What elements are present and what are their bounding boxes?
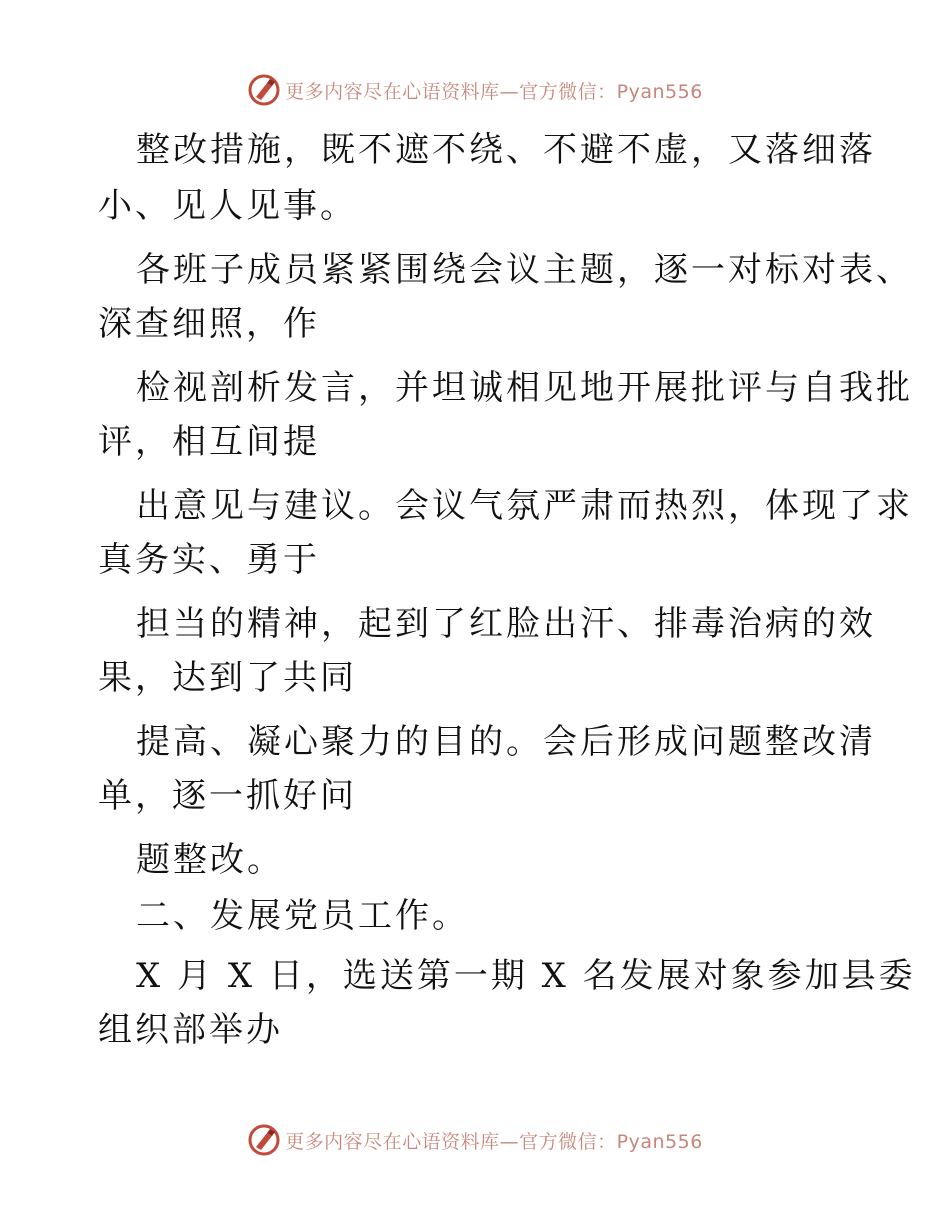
- paragraph-line: 担当的精神，起到了红脸出汗、排毒治病的效: [136, 604, 876, 644]
- paragraph-line: 各班子成员紧紧围绕会议主题，逐一对标对表、: [136, 250, 913, 290]
- paragraph-line: 题整改。: [136, 840, 284, 880]
- paragraph-line: X 月 X 日，选送第一期 X 名发展对象参加县委: [136, 956, 916, 996]
- paragraph-line: 单，逐一抓好问: [98, 776, 357, 816]
- section-heading: 二、发展党员工作。: [136, 896, 469, 936]
- header-watermark: [0, 72, 950, 108]
- paragraph-line: 真务实、勇于: [98, 540, 320, 580]
- paragraph-line: 整改措施，既不遮不绕、不避不虚，又落细落: [136, 130, 876, 170]
- paragraph-line: 检视剖析发言，并坦诚相见地开展批评与自我批: [136, 368, 913, 408]
- watermark-logo-icon: [247, 73, 281, 107]
- paragraph-line: 提高、凝心聚力的目的。会后形成问题整改清: [136, 722, 876, 762]
- paragraph-line: 组织部举办: [98, 1010, 283, 1050]
- watermark-text: 更多内容尽在心语资料库—官方微信：Pyan556: [285, 80, 703, 103]
- footer-watermark: [0, 1122, 950, 1158]
- watermark-logo-icon: [247, 1123, 281, 1157]
- paragraph-line: 小、见人见事。: [98, 186, 357, 226]
- paragraph-line: 果，达到了共同: [98, 658, 357, 698]
- watermark-text: 更多内容尽在心语资料库—官方微信：Pyan556: [285, 1130, 703, 1153]
- paragraph-line: 评，相互间提: [98, 422, 320, 462]
- paragraph-line: 出意见与建议。会议气氛严肃而热烈，体现了求: [136, 486, 913, 526]
- paragraph-line: 深查细照，作: [98, 304, 320, 344]
